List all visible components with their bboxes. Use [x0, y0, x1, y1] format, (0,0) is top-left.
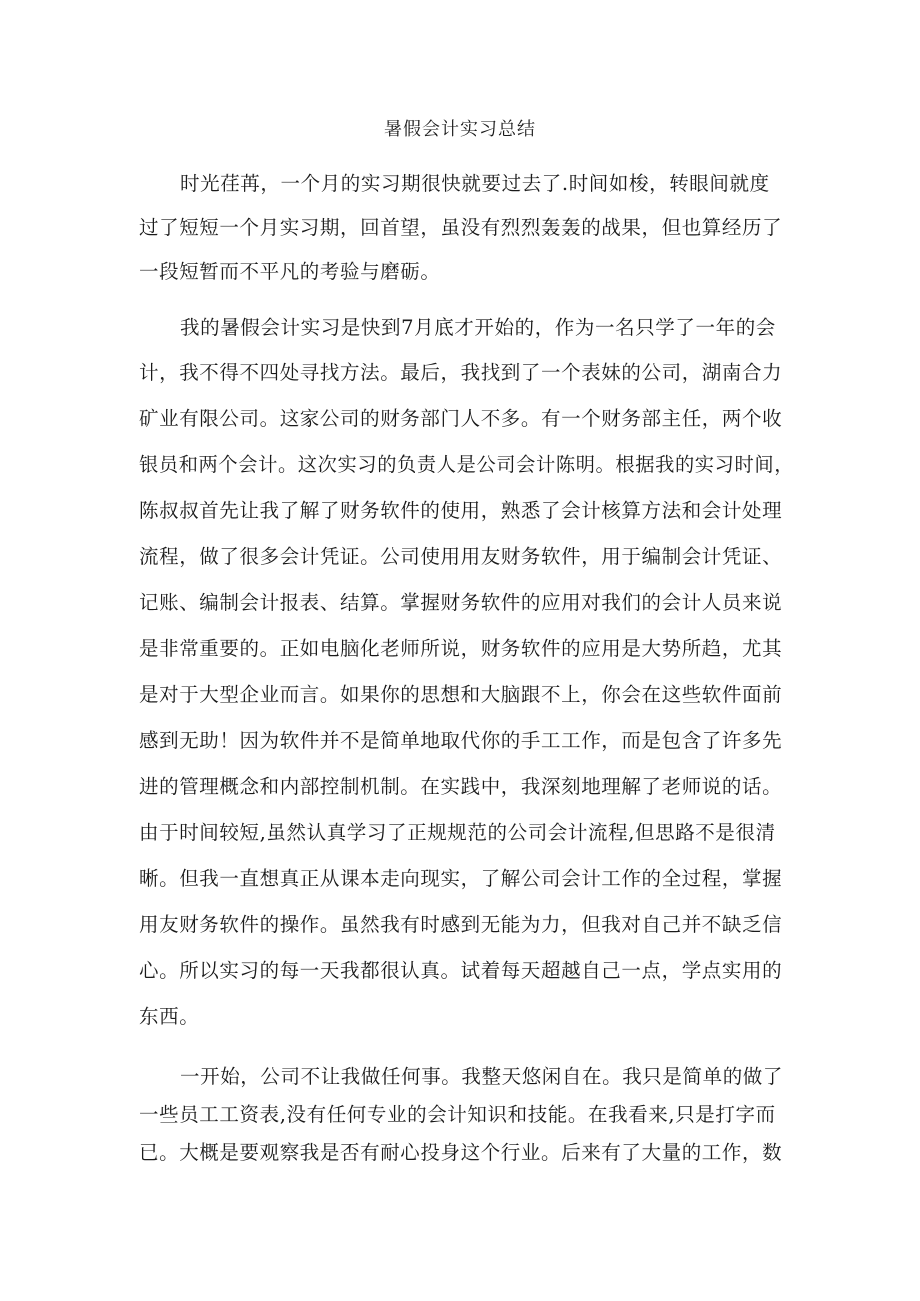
paragraph-2-line-4: 银员和两个会计。这次实习的负责人是公司会计陈明。根据我的实习时间， [139, 453, 795, 476]
paragraph-2-line-15: 心。所以实习的每一天我都很认真。试着每天超越自己一点，学点实用的 [139, 959, 783, 982]
paragraph-2-line-14: 用友财务软件的操作。虽然我有时感到无能为力，但我对自己并不缺乏信 [139, 913, 783, 936]
paragraph-2-line-7: 记账、编制会计报表、结算。掌握财务软件的应用对我们的会计人员来说 [139, 591, 783, 614]
paragraph-2-line-5: 陈叔叔首先让我了解了财务软件的使用，熟悉了会计核算方法和会计处理 [139, 499, 783, 522]
paragraph-2-line-12: 由于时间较短,虽然认真学习了正规规范的公司会计流程,但思路不是很清 [139, 821, 776, 844]
paragraph-2-line-16: 东西。 [139, 1005, 200, 1028]
paragraph-3-line-2: 一些员工工资表,没有任何专业的会计知识和技能。在我看来,只是打字而 [139, 1103, 776, 1126]
paragraph-2-line-1: 我的暑假会计实习是快到7月底才开始的，作为一名只学了一年的会 [180, 316, 776, 339]
paragraph-2-line-10: 感到无助！因为软件并不是简单地取代你的手工工作，而是包含了许多先 [139, 729, 783, 752]
document-title: 暑假会计实习总结 [384, 119, 536, 140]
paragraph-1-line-3: 一段短暂而不平凡的考验与磨砺。 [139, 260, 441, 283]
paragraph-2-line-2: 计，我不得不四处寻找方法。最后，我找到了一个表妹的公司，湖南合力 [139, 361, 783, 384]
paragraph-2-line-6: 流程，做了很多会计凭证。公司使用用友财务软件，用于编制会计凭证、 [139, 545, 783, 568]
paragraph-2-line-3: 矿业有限公司。这家公司的财务部门人不多。有一个财务部主任，两个收 [139, 407, 783, 430]
paragraph-1-line-1: 时光荏苒，一个月的实习期很快就要过去了.时间如梭，转眼间就度 [180, 172, 770, 195]
paragraph-2-line-9: 是对于大型企业而言。如果你的思想和大脑跟不上，你会在这些软件面前 [139, 683, 783, 706]
paragraph-2-line-11: 进的管理概念和内部控制机制。在实践中，我深刻地理解了老师说的话。 [139, 775, 783, 798]
paragraph-2-line-8: 是非常重要的。正如电脑化老师所说，财务软件的应用是大势所趋，尤其 [139, 637, 783, 660]
paragraph-3-line-3: 已。大概是要观察我是否有耐心投身这个行业。后来有了大量的工作，数 [139, 1141, 783, 1164]
paragraph-2-line-13: 晰。但我一直想真正从课本走向现实，了解公司会计工作的全过程，掌握 [139, 867, 783, 890]
paragraph-3-line-1: 一开始，公司不让我做任何事。我整天悠闲自在。我只是简单的做了 [180, 1065, 784, 1088]
paragraph-1-line-2: 过了短短一个月实习期，回首望，虽没有烈烈轰轰的战果，但也算经历了 [139, 216, 783, 239]
